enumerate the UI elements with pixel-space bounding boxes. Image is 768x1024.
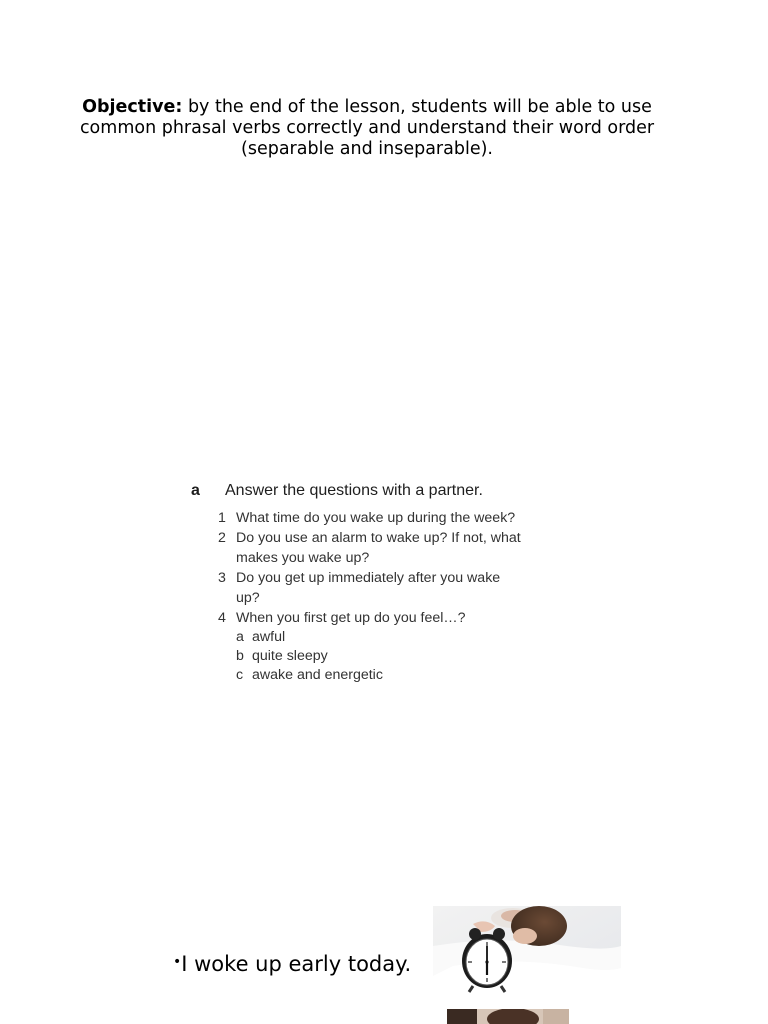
question-text: When you first get up do you feel…? [236,610,466,626]
example-text: I woke up early today. [181,952,412,976]
question-item [184,528,564,568]
objective-text: by the end of the lesson, students will be able to use common phrasal verbs correctly and understand their word order (separable and inseparable). [79,97,655,159]
question-item [184,568,564,608]
option-text: quite sleepy [252,648,328,664]
answer-option [184,628,564,647]
answer-option [184,666,564,685]
question-text: Do you use an alarm to wake up? If not, what makes you wake up? [236,530,521,566]
example-sentence [173,952,411,976]
exercise-header [184,482,564,500]
objective-paragraph [60,97,674,160]
option-letter: a [236,629,244,645]
exercise-block [184,482,564,685]
waking-person-photo [447,1009,569,1024]
question-item [184,508,564,528]
exercise-letter: a [191,482,200,499]
question-number: 3 [218,570,226,586]
option-letter: b [236,648,244,664]
alarm-clock-photo [433,906,621,1005]
option-text: awful [252,629,286,645]
objective-label: Objective: [82,97,183,117]
bullet-icon: • [173,954,182,970]
exercise-instruction: Answer the questions with a partner. [225,482,483,499]
answer-option [184,647,564,666]
question-text: What time do you wake up during the week? [236,510,516,526]
question-text: Do you get up immediately after you wake up? [236,570,501,606]
option-letter: c [236,667,244,683]
option-text: awake and energetic [252,667,383,683]
question-number: 4 [218,610,226,626]
question-number: 1 [218,510,226,526]
question-item [184,608,564,628]
question-number: 2 [218,530,226,546]
